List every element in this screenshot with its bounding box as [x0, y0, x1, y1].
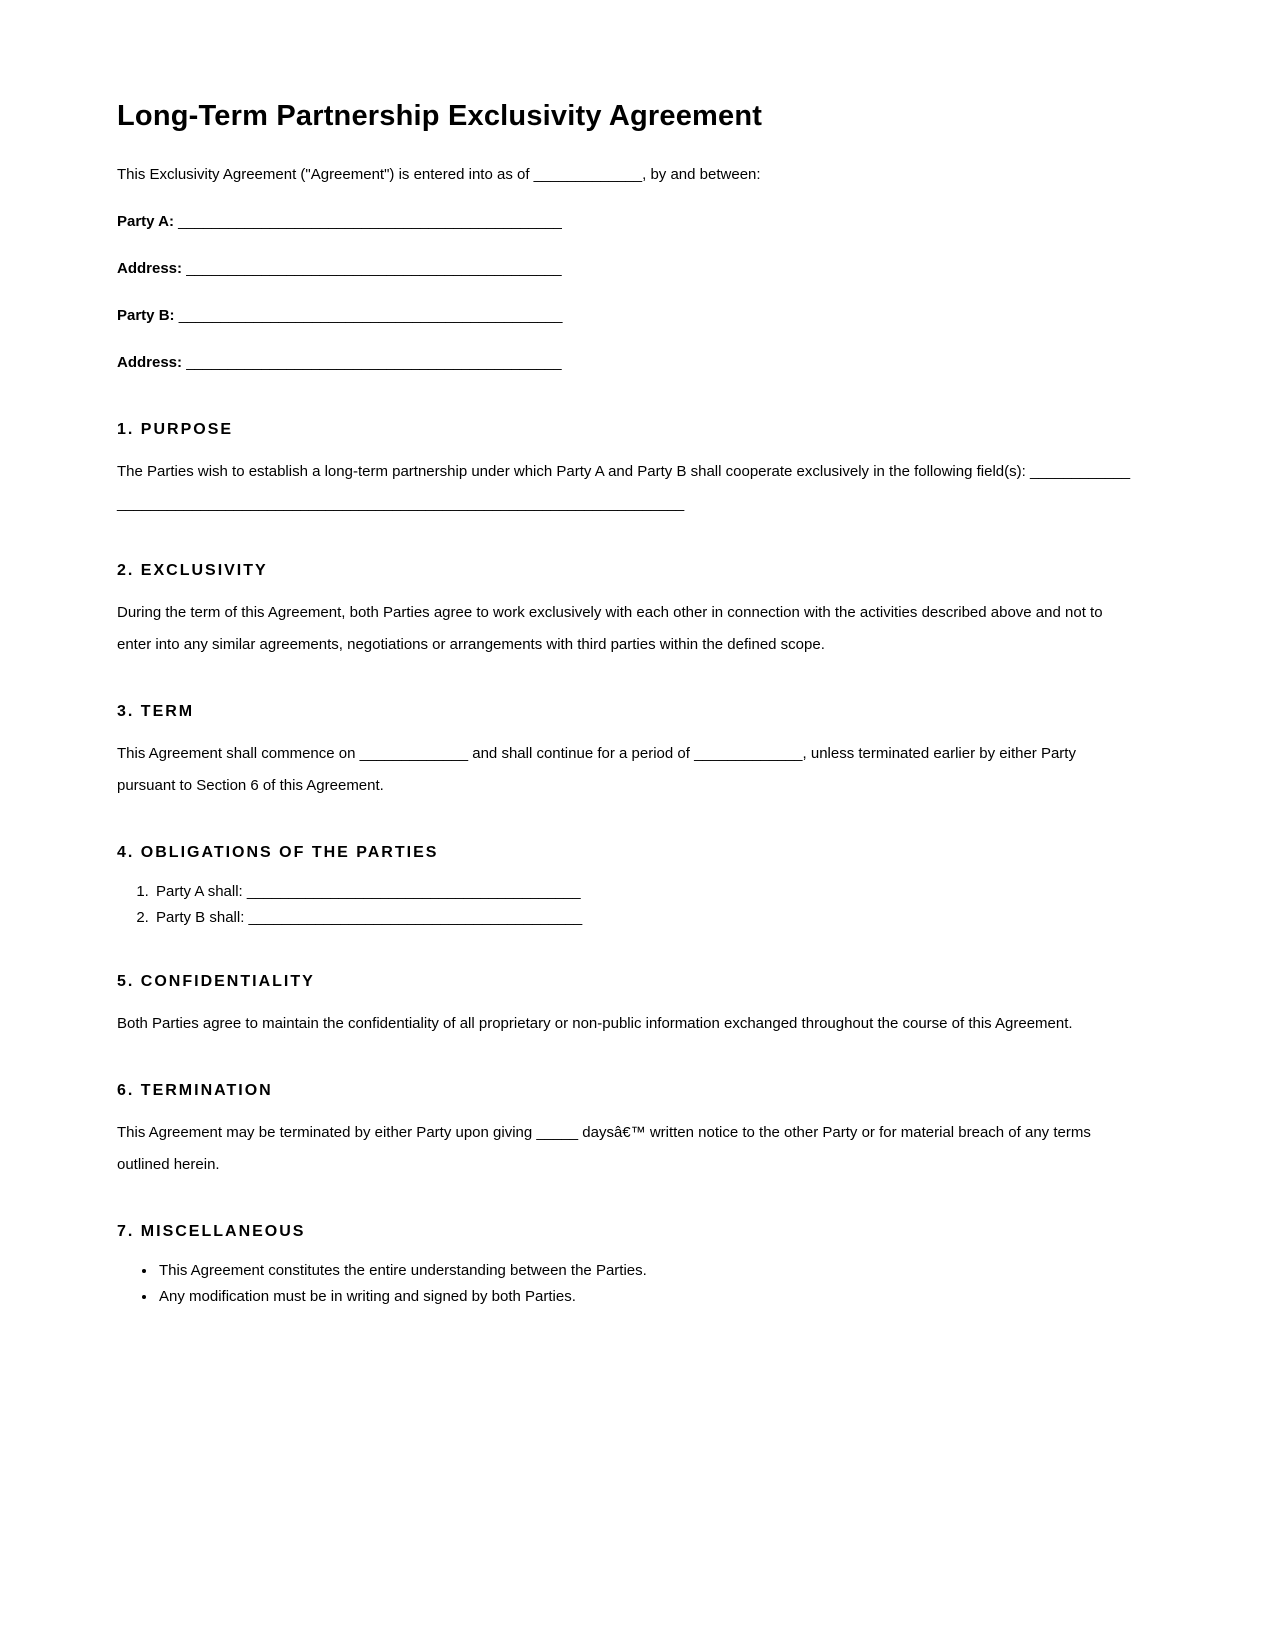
- purpose-text: The Parties wish to establish a long-term partnership under which Party A and Party B shall cooperate exclusively in the following field(s):: [117, 463, 1030, 480]
- party-a-address-label: Address:: [117, 260, 183, 277]
- notice-days-blank: _____: [536, 1124, 579, 1141]
- section-heading-term: 3. TERM: [117, 703, 195, 720]
- obligation-party-b-text: Party B shall:: [156, 909, 249, 926]
- termination-paragraph: [117, 1117, 1137, 1181]
- obligation-party-a-text: Party A shall:: [156, 883, 247, 900]
- misc-item-modification: • Any modification must be in writing and signed by both Parties.: [157, 1284, 1137, 1310]
- term-text-pre: This Agreement shall commence on: [117, 745, 360, 762]
- obligation-party-a-blank: ________________________________________: [246, 883, 581, 900]
- obligations-list: [117, 879, 1137, 931]
- document-title: Long-Term Partnership Exclusivity Agreement: [117, 100, 763, 132]
- party-b-line: [117, 300, 1137, 332]
- obligation-party-b-blank: ________________________________________: [248, 909, 583, 926]
- termination-text-pre: This Agreement may be terminated by either Party upon giving: [117, 1124, 537, 1141]
- purpose-fields-blank: ________________________________________________________________________________: [117, 463, 1131, 512]
- purpose-paragraph: [117, 456, 1137, 520]
- section-heading-miscellaneous: 7. MISCELLANEOUS: [117, 1223, 306, 1240]
- confidentiality-paragraph: Both Parties agree to maintain the confidentiality of all proprietary or non-public information exchanged throughout the course of this Agreement.: [117, 1015, 1073, 1032]
- party-a-blank: ______________________________________________: [178, 213, 562, 230]
- party-a-address-line: [117, 253, 1137, 285]
- intro-text-post: , by and between:: [642, 166, 761, 183]
- intro-text-pre: This Exclusivity Agreement ("Agreement") is entered into as of: [117, 166, 534, 183]
- effective-date-blank: _____________: [533, 166, 643, 183]
- party-a-address-blank: _____________________________________________: [186, 260, 562, 277]
- termination-text-post: daysâ€™ written notice to the other Party or for material breach of any terms outlined herein.: [117, 1124, 1091, 1173]
- term-paragraph: [117, 738, 1137, 802]
- term-text-post: , unless terminated earlier by either Party pursuant to Section 6 of this Agreement.: [117, 745, 1076, 794]
- party-b-address-line: [117, 347, 1137, 379]
- party-b-blank: ______________________________________________: [178, 307, 563, 324]
- term-text-mid: and shall continue for a period of: [468, 745, 695, 762]
- commence-date-blank: _____________: [359, 745, 469, 762]
- section-heading-obligations: 4. OBLIGATIONS OF THE PARTIES: [117, 844, 439, 861]
- party-a-label: Party A:: [117, 213, 174, 230]
- party-b-address-blank: _____________________________________________: [186, 354, 562, 371]
- exclusivity-paragraph: During the term of this Agreement, both Parties agree to work exclusively with each other in connection with the activities described above and not to enter into any similar agreements, negotiations or arrangements with third parties within the defined scope.: [117, 604, 1103, 653]
- section-heading-exclusivity: 2. EXCLUSIVITY: [117, 562, 268, 579]
- miscellaneous-list: [117, 1258, 1137, 1310]
- obligation-item-party-a: [153, 879, 1137, 905]
- party-b-address-label: Address:: [117, 354, 183, 371]
- party-a-line: [117, 206, 1137, 238]
- party-b-label: Party B:: [117, 307, 175, 324]
- obligation-item-party-b: [153, 905, 1137, 931]
- term-period-blank: _____________: [694, 745, 803, 762]
- section-heading-confidentiality: 5. CONFIDENTIALITY: [117, 973, 315, 990]
- misc-item-entire-understanding: • This Agreement constitutes the entire understanding between the Parties.: [157, 1258, 1137, 1284]
- section-heading-termination: 6. TERMINATION: [117, 1082, 273, 1099]
- section-heading-purpose: 1. PURPOSE: [117, 421, 234, 438]
- intro-paragraph: [117, 159, 1137, 191]
